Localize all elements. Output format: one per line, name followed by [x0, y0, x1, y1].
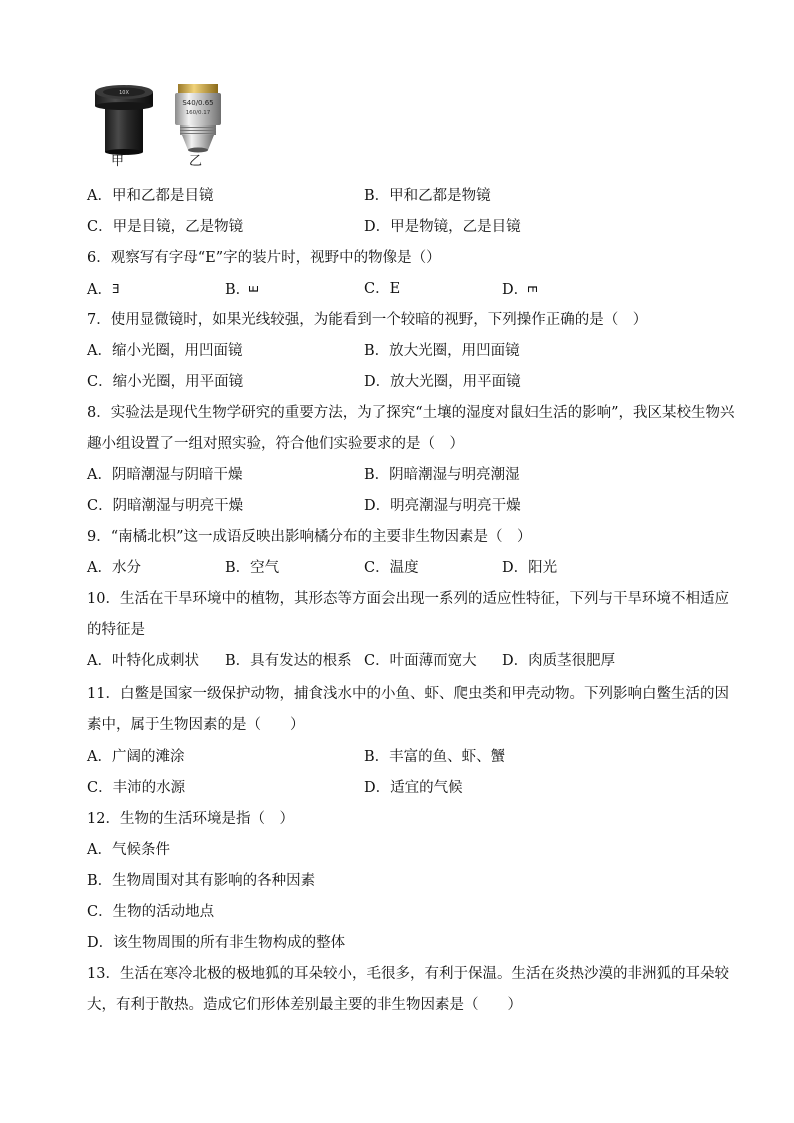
q11-option-b[interactable]: B．丰富的鱼、虾、蟹 — [364, 749, 506, 765]
q9-option-d[interactable]: D．阳光 — [502, 560, 558, 576]
q12-option-d[interactable]: D．该生物周围的所有非生物构成的整体 — [87, 935, 346, 951]
q10-stem-1: 10．生活在干旱环境中的植物，其形态等方面会出现一系列的适应性特征，下列与干旱环境不相适应 — [87, 591, 729, 607]
q6-option-d[interactable] — [502, 279, 539, 300]
q5-option-c[interactable]: C．甲是目镜，乙是物镜 — [87, 219, 244, 235]
objective-icon — [172, 84, 224, 156]
q9-stem: 9．“南橘北枳”这一成语反映出影响橘分布的主要非生物因素是（ ） — [87, 529, 532, 545]
q6-option-b-label: B． — [225, 282, 251, 298]
eyepiece-image — [93, 84, 155, 156]
q11-option-d[interactable]: D．适宜的气候 — [364, 780, 463, 796]
q10-option-b[interactable]: B．具有发达的根系 — [225, 653, 352, 669]
q6-option-b-glyph: E — [246, 285, 261, 293]
objective-image — [172, 84, 224, 156]
q5-option-b[interactable]: B．甲和乙都是物镜 — [364, 188, 491, 204]
q6-stem: 6．观察写有字母“E”字的装片时，视野中的物像是（） — [87, 250, 441, 266]
q11-stem-2: 素中，属于生物因素的是（ ） — [87, 717, 305, 733]
q10-option-c[interactable]: C．叶面薄而宽大 — [364, 653, 477, 669]
q8-option-c[interactable]: C．阴暗潮湿与明亮干燥 — [87, 498, 244, 514]
q6-option-b[interactable] — [225, 279, 261, 300]
q8-stem-2: 趣小组设置了一组对照实验，符合他们实验要求的是（ ） — [87, 436, 464, 452]
q7-stem: 7．使用显微镜时，如果光线较强，为能看到一个较暗的视野，下列操作正确的是（ ） — [87, 312, 648, 328]
q12-option-b[interactable]: B．生物周围对其有影响的各种因素 — [87, 873, 316, 889]
q6-option-a-glyph: E — [111, 282, 120, 296]
q6-option-d-glyph: E — [524, 285, 539, 293]
q9-option-a[interactable]: A．水分 — [87, 560, 141, 576]
q6-option-d-label: D． — [502, 282, 529, 298]
q6-option-c[interactable]: C．E — [364, 281, 401, 297]
q9-option-c[interactable]: C．温度 — [364, 560, 419, 576]
q7-option-b[interactable]: B．放大光圈，用凹面镜 — [364, 343, 520, 359]
q13-stem-1: 13．生活在寒冷北极的极地狐的耳朵较小，毛很多，有利于保温。生活在炎热沙漠的非洲狐的耳朵较 — [87, 966, 729, 982]
q11-stem-1: 11．白鳖是国家一级保护动物，捕食浅水中的小鱼、虾、爬虫类和甲壳动物。下列影响白鳖生活的因 — [87, 686, 729, 702]
q9-option-b[interactable]: B．空气 — [225, 560, 280, 576]
objective-mark-1: S40/0.65 — [182, 99, 214, 107]
eyepiece-icon — [93, 84, 155, 156]
q8-stem-1: 8．实验法是现代生物学研究的重要方法，为了探究“土壤的湿度对鼠妇生活的影响”，我区某校生物兴 — [87, 405, 735, 421]
q13-stem-2: 大，有利于散热。造成它们形体差别最主要的非生物因素是（ ） — [87, 997, 522, 1013]
q10-option-a[interactable]: A．叶特化成刺状 — [87, 653, 199, 669]
q8-option-b[interactable]: B．阴暗潮湿与明亮潮湿 — [364, 467, 520, 483]
q8-option-d[interactable]: D．明亮潮湿与明亮干燥 — [364, 498, 521, 514]
objective-mark-2: 160/0.17 — [185, 110, 211, 116]
q7-option-a[interactable]: A．缩小光圈，用凹面镜 — [87, 343, 243, 359]
q12-stem: 12．生物的生活环境是指（ ） — [87, 811, 294, 827]
q11-option-c[interactable]: C．丰沛的水源 — [87, 780, 186, 796]
q5-option-d[interactable]: D．甲是物镜，乙是目镜 — [364, 219, 521, 235]
q6-option-a-label: A． — [87, 282, 112, 298]
q7-option-c[interactable]: C．缩小光圈，用平面镜 — [87, 374, 244, 390]
q8-option-a[interactable]: A．阴暗潮湿与阴暗干燥 — [87, 467, 243, 483]
eyepiece-mark: 10X — [119, 90, 129, 96]
caption-jia: 甲 — [111, 154, 125, 169]
caption-yi: 乙 — [189, 154, 203, 169]
q12-option-a[interactable]: A．气候条件 — [87, 842, 170, 858]
q5-option-a[interactable]: A．甲和乙都是目镜 — [87, 188, 214, 204]
q12-option-c[interactable]: C．生物的活动地点 — [87, 904, 215, 920]
q7-option-d[interactable]: D．放大光圈，用平面镜 — [364, 374, 521, 390]
q6-option-a[interactable] — [87, 279, 120, 300]
q11-option-a[interactable]: A．广阔的滩涂 — [87, 749, 185, 765]
q10-stem-2: 的特征是 — [87, 622, 145, 638]
q10-option-d[interactable]: D．肉质茎很肥厚 — [502, 653, 616, 669]
